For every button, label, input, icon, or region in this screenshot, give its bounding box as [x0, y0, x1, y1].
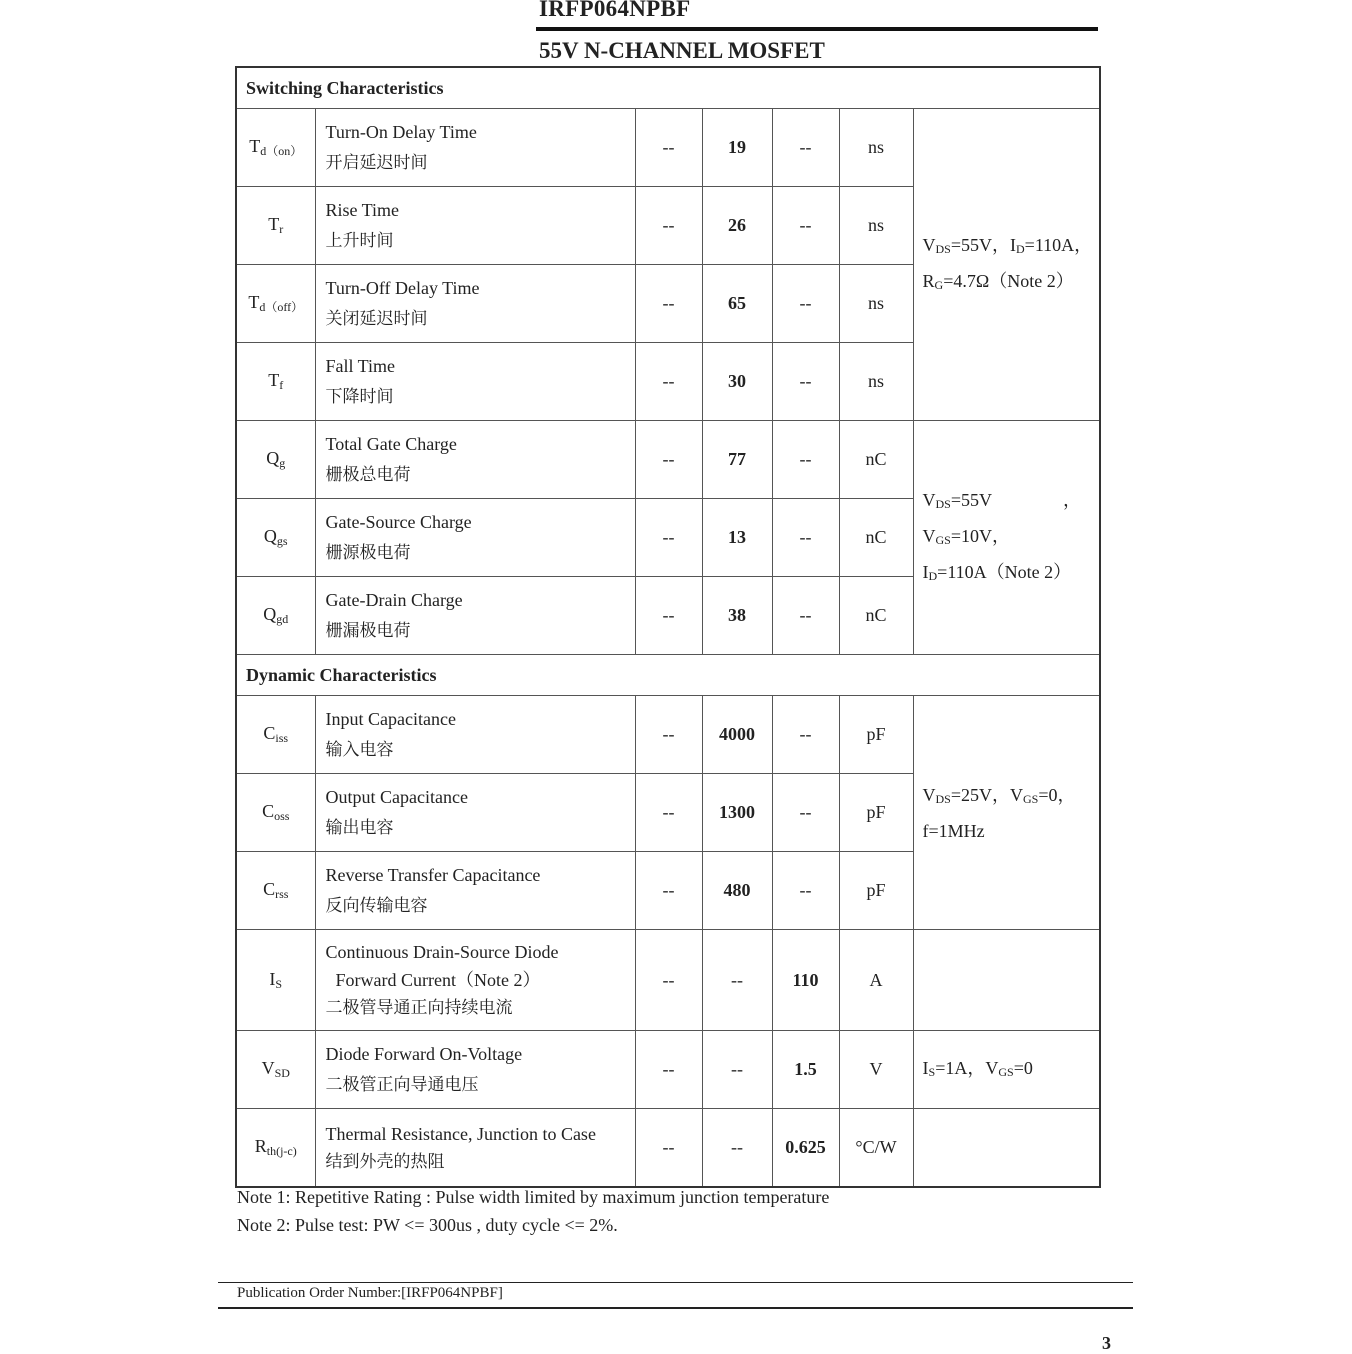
- typ-cell: 13: [702, 499, 772, 577]
- min-cell: --: [635, 577, 702, 655]
- symbol-cell: $V_{SD}$: [236, 1031, 315, 1109]
- min-cell: --: [635, 421, 702, 499]
- min-cell: --: [635, 265, 702, 343]
- empty-condition-cell: [913, 930, 1100, 1031]
- section-title-dynamic: Dynamic Characteristics: [236, 655, 1100, 696]
- characteristics-table: [235, 66, 1101, 1188]
- typ-cell: 26: [702, 187, 772, 265]
- max-cell: 0.625: [772, 1109, 839, 1188]
- footer-rule-top: [218, 1282, 1133, 1283]
- typ-cell: --: [702, 1109, 772, 1188]
- parameter-cell: Rise Time 上升时间: [315, 187, 635, 265]
- parameter-cell: Turn-On Delay Time 开启延迟时间: [315, 109, 635, 187]
- unit-cell: A: [839, 930, 913, 1031]
- publication-order-number: Publication Order Number:[IRFP064NPBF]: [237, 1285, 503, 1301]
- typ-cell: 38: [702, 577, 772, 655]
- min-cell: --: [635, 109, 702, 187]
- part-number-title: IRFP064NPBF: [539, 0, 691, 21]
- note-1: Note 1: Repetitive Rating : Pulse width limited by maximum junction temperature: [237, 1187, 830, 1207]
- unit-cell: V: [839, 1031, 913, 1109]
- typ-cell: 4000: [702, 696, 772, 774]
- unit-cell: nC: [839, 577, 913, 655]
- symbol-cell: $Q_g$: [236, 421, 315, 499]
- table-row: [236, 1031, 1100, 1109]
- symbol-cell: $T_r$: [236, 187, 315, 265]
- typ-cell: 480: [702, 852, 772, 930]
- typ-cell: 19: [702, 109, 772, 187]
- symbol-cell: $C_{rss}$: [236, 852, 315, 930]
- max-cell: 1.5: [772, 1031, 839, 1109]
- symbol-cell: $R_{th(j-c)}$: [236, 1109, 315, 1188]
- section-title-switching: Switching Characteristics: [236, 67, 1100, 109]
- parameter-cell: Input Capacitance 输入电容: [315, 696, 635, 774]
- max-cell: --: [772, 499, 839, 577]
- min-cell: --: [635, 499, 702, 577]
- charge-conditions: $V_{DS}=55V$ ， $V_{GS}=10V$， $I_D=110A(Note$ 2）: [913, 421, 1100, 655]
- unit-cell: °C/W: [839, 1109, 913, 1188]
- unit-cell: ns: [839, 187, 913, 265]
- parameter-cell: Output Capacitance 输出电容: [315, 774, 635, 852]
- unit-cell: ns: [839, 343, 913, 421]
- max-cell: --: [772, 696, 839, 774]
- capacitance-conditions: $V_{DS}=25V$，$V_{GS}=0$， f=1MHz: [913, 696, 1100, 930]
- switching-conditions: $V_{DS}=55V$，$I_D=110A$， $R_G=4.7\Omega(Note$ 2）: [913, 109, 1100, 421]
- parameter-cell: Diode Forward On-Voltage 二极管正向导通电压: [315, 1031, 635, 1109]
- unit-cell: nC: [839, 421, 913, 499]
- table-row: [236, 696, 1100, 774]
- max-cell: --: [772, 265, 839, 343]
- note-2: Note 2: Pulse test: PW <= 300us , duty cycle <= 2%.: [237, 1215, 618, 1235]
- parameter-cell: Fall Time 下降时间: [315, 343, 635, 421]
- table-row: [236, 930, 1100, 1031]
- max-cell: --: [772, 852, 839, 930]
- max-cell: --: [772, 577, 839, 655]
- footer-rule-bottom: [218, 1307, 1133, 1309]
- unit-cell: pF: [839, 852, 913, 930]
- unit-cell: ns: [839, 109, 913, 187]
- unit-cell: ns: [839, 265, 913, 343]
- min-cell: --: [635, 774, 702, 852]
- parameter-cell: Gate-Drain Charge 栅漏极电荷: [315, 577, 635, 655]
- typ-cell: --: [702, 1031, 772, 1109]
- section-row-switching: [236, 67, 1100, 109]
- symbol-cell: $C_{oss}$: [236, 774, 315, 852]
- symbol-cell: $C_{iss}$: [236, 696, 315, 774]
- unit-cell: nC: [839, 499, 913, 577]
- section-row-dynamic: [236, 655, 1100, 696]
- max-cell: --: [772, 343, 839, 421]
- table-row: [236, 421, 1100, 499]
- header-rule: [536, 27, 1098, 31]
- table-row: [236, 1109, 1100, 1188]
- unit-cell: pF: [839, 696, 913, 774]
- min-cell: --: [635, 696, 702, 774]
- empty-condition-cell: [913, 1109, 1100, 1188]
- parameter-cell: Turn-Off Delay Time 关闭延迟时间: [315, 265, 635, 343]
- min-cell: --: [635, 930, 702, 1031]
- symbol-cell: $T_{d(off)}$: [236, 265, 315, 343]
- typ-cell: --: [702, 930, 772, 1031]
- typ-cell: 1300: [702, 774, 772, 852]
- parameter-cell: Continuous Drain-Source Diode Forward Current（Note 2） 二极管导通正向持续电流: [315, 930, 635, 1031]
- device-subtitle: 55V N-CHANNEL MOSFET: [539, 38, 825, 63]
- min-cell: --: [635, 852, 702, 930]
- symbol-cell: $Q_{gs}$: [236, 499, 315, 577]
- page-number: 3: [1102, 1333, 1111, 1353]
- min-cell: --: [635, 1031, 702, 1109]
- max-cell: --: [772, 421, 839, 499]
- typ-cell: 77: [702, 421, 772, 499]
- min-cell: --: [635, 1109, 702, 1188]
- min-cell: --: [635, 343, 702, 421]
- symbol-cell: $Q_{gd}$: [236, 577, 315, 655]
- symbol-cell: $I_S$: [236, 930, 315, 1031]
- parameter-cell: Reverse Transfer Capacitance 反向传输电容: [315, 852, 635, 930]
- max-cell: --: [772, 109, 839, 187]
- table-row: [236, 109, 1100, 187]
- unit-cell: pF: [839, 774, 913, 852]
- max-cell: 110: [772, 930, 839, 1031]
- max-cell: --: [772, 187, 839, 265]
- parameter-cell: Total Gate Charge 栅极总电荷: [315, 421, 635, 499]
- symbol-cell: $T_f$: [236, 343, 315, 421]
- parameter-cell: Gate-Source Charge 栅源极电荷: [315, 499, 635, 577]
- parameter-cell: Thermal Resistance, Junction to Case 结到外壳的热阻: [315, 1109, 635, 1188]
- typ-cell: 65: [702, 265, 772, 343]
- symbol-cell: $T_{d(on)}$: [236, 109, 315, 187]
- min-cell: --: [635, 187, 702, 265]
- typ-cell: 30: [702, 343, 772, 421]
- max-cell: --: [772, 774, 839, 852]
- diode-conditions: $I_S=1A$，$V_{GS}=0$: [913, 1031, 1100, 1109]
